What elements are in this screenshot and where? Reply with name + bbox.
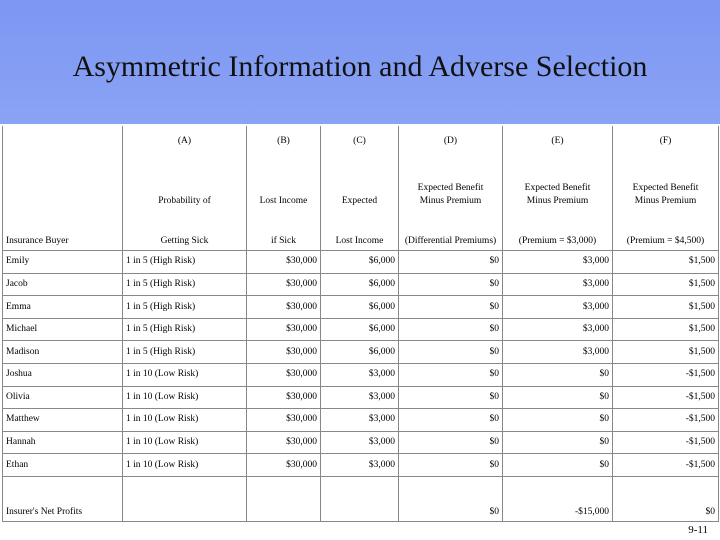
differential-cell: $0 <box>399 363 503 386</box>
differential-cell: $0 <box>399 273 503 296</box>
header-letter-a: (A) <box>123 126 247 173</box>
lost-income-cell: $30,000 <box>247 363 321 386</box>
lost-income-cell: $30,000 <box>247 296 321 319</box>
expected-loss-cell: $6,000 <box>321 341 399 364</box>
buyer-name: Olivia <box>3 386 123 409</box>
net-profit-e: -$15,000 <box>503 476 613 521</box>
expected-loss-cell: $6,000 <box>321 251 399 274</box>
premium-4500-cell: -$1,500 <box>613 454 719 477</box>
probability-cell: 1 in 10 (Low Risk) <box>123 386 247 409</box>
header-b-line2: if Sick <box>247 218 321 250</box>
lost-income-cell: $30,000 <box>247 409 321 432</box>
header-letter-c: (C) <box>321 126 399 173</box>
table-row <box>3 251 719 274</box>
header-b-line1: Lost Income <box>247 194 321 219</box>
net-profit-f: $0 <box>613 476 719 521</box>
differential-cell: $0 <box>399 251 503 274</box>
buyer-name: Jacob <box>3 273 123 296</box>
slide-title: Asymmetric Information and Adverse Selection <box>72 50 648 83</box>
header-f-line2: Minus Premium <box>613 194 719 219</box>
header-d-line2: Minus Premium <box>399 194 503 219</box>
probability-cell: 1 in 5 (High Risk) <box>123 273 247 296</box>
premium-4500-cell: $1,500 <box>613 296 719 319</box>
expected-loss-cell: $3,000 <box>321 431 399 454</box>
probability-cell: 1 in 10 (Low Risk) <box>123 363 247 386</box>
differential-cell: $0 <box>399 318 503 341</box>
premium-4500-cell: -$1,500 <box>613 409 719 432</box>
lost-income-cell: $30,000 <box>247 251 321 274</box>
table-row <box>3 273 719 296</box>
title-banner <box>0 0 720 124</box>
lost-income-cell: $30,000 <box>247 318 321 341</box>
premium-3000-cell: $0 <box>503 386 613 409</box>
header-c-line1: Expected <box>321 194 399 219</box>
table-row <box>3 363 719 386</box>
premium-3000-cell: $0 <box>503 454 613 477</box>
probability-cell: 1 in 5 (High Risk) <box>123 341 247 364</box>
header-a-line2: Getting Sick <box>123 218 247 250</box>
premium-4500-cell: $1,500 <box>613 341 719 364</box>
buyer-name: Ethan <box>3 454 123 477</box>
header-row-letters <box>3 126 719 173</box>
lost-income-cell: $30,000 <box>247 273 321 296</box>
differential-cell: $0 <box>399 341 503 364</box>
probability-cell: 1 in 5 (High Risk) <box>123 318 247 341</box>
expected-loss-cell: $3,000 <box>321 363 399 386</box>
header-e-line1: Expected Benefit <box>503 173 613 194</box>
buyer-name: Matthew <box>3 409 123 432</box>
header-f-line3: (Premium = $4,500) <box>613 218 719 250</box>
header-d-line1: Expected Benefit <box>399 173 503 194</box>
table-row <box>3 431 719 454</box>
probability-cell: 1 in 10 (Low Risk) <box>123 409 247 432</box>
buyer-name: Madison <box>3 341 123 364</box>
expected-loss-cell: $6,000 <box>321 273 399 296</box>
premium-4500-cell: $1,500 <box>613 273 719 296</box>
premium-4500-cell: $1,500 <box>613 251 719 274</box>
probability-cell: 1 in 10 (Low Risk) <box>123 431 247 454</box>
header-letter-b: (B) <box>247 126 321 173</box>
lost-income-cell: $30,000 <box>247 431 321 454</box>
header-row-line3 <box>3 218 719 250</box>
premium-3000-cell: $0 <box>503 363 613 386</box>
table-row <box>3 409 719 432</box>
table-row <box>3 296 719 319</box>
header-e-line2: Minus Premium <box>503 194 613 219</box>
page-number: 9-11 <box>688 524 708 536</box>
buyer-name: Hannah <box>3 431 123 454</box>
header-e-line3: (Premium = $3,000) <box>503 218 613 250</box>
premium-3000-cell: $3,000 <box>503 251 613 274</box>
differential-cell: $0 <box>399 386 503 409</box>
lost-income-cell: $30,000 <box>247 341 321 364</box>
differential-cell: $0 <box>399 296 503 319</box>
header-row-line2 <box>3 194 719 219</box>
premium-3000-cell: $3,000 <box>503 273 613 296</box>
header-f-line1: Expected Benefit <box>613 173 719 194</box>
probability-cell: 1 in 5 (High Risk) <box>123 251 247 274</box>
premium-3000-cell: $3,000 <box>503 318 613 341</box>
premium-3000-cell: $3,000 <box>503 341 613 364</box>
header-letter-d: (D) <box>399 126 503 173</box>
premium-4500-cell: -$1,500 <box>613 363 719 386</box>
insurance-table <box>2 126 719 522</box>
buyer-name: Emma <box>3 296 123 319</box>
premium-3000-cell: $3,000 <box>503 296 613 319</box>
buyer-name: Michael <box>3 318 123 341</box>
premium-4500-cell: -$1,500 <box>613 431 719 454</box>
header-d-line3: (Differential Premiums) <box>399 218 503 250</box>
differential-cell: $0 <box>399 431 503 454</box>
header-buyer: Insurance Buyer <box>3 218 123 250</box>
differential-cell: $0 <box>399 409 503 432</box>
expected-loss-cell: $6,000 <box>321 296 399 319</box>
header-letter-e: (E) <box>503 126 613 173</box>
header-a-line1: Probability of <box>123 194 247 219</box>
net-profits-row <box>3 476 719 521</box>
expected-loss-cell: $3,000 <box>321 454 399 477</box>
premium-3000-cell: $0 <box>503 431 613 454</box>
lost-income-cell: $30,000 <box>247 386 321 409</box>
lost-income-cell: $30,000 <box>247 454 321 477</box>
table-row <box>3 386 719 409</box>
expected-loss-cell: $6,000 <box>321 318 399 341</box>
differential-cell: $0 <box>399 454 503 477</box>
probability-cell: 1 in 10 (Low Risk) <box>123 454 247 477</box>
table-row <box>3 318 719 341</box>
table-row <box>3 454 719 477</box>
expected-loss-cell: $3,000 <box>321 386 399 409</box>
net-profits-label: Insurer's Net Profits <box>3 476 123 521</box>
premium-4500-cell: -$1,500 <box>613 386 719 409</box>
header-letter-f: (F) <box>613 126 719 173</box>
buyer-name: Emily <box>3 251 123 274</box>
buyer-name: Joshua <box>3 363 123 386</box>
net-profit-d: $0 <box>399 476 503 521</box>
header-row-line1 <box>3 173 719 194</box>
premium-3000-cell: $0 <box>503 409 613 432</box>
table-row <box>3 341 719 364</box>
header-c-line2: Lost Income <box>321 218 399 250</box>
probability-cell: 1 in 5 (High Risk) <box>123 296 247 319</box>
expected-loss-cell: $3,000 <box>321 409 399 432</box>
premium-4500-cell: $1,500 <box>613 318 719 341</box>
